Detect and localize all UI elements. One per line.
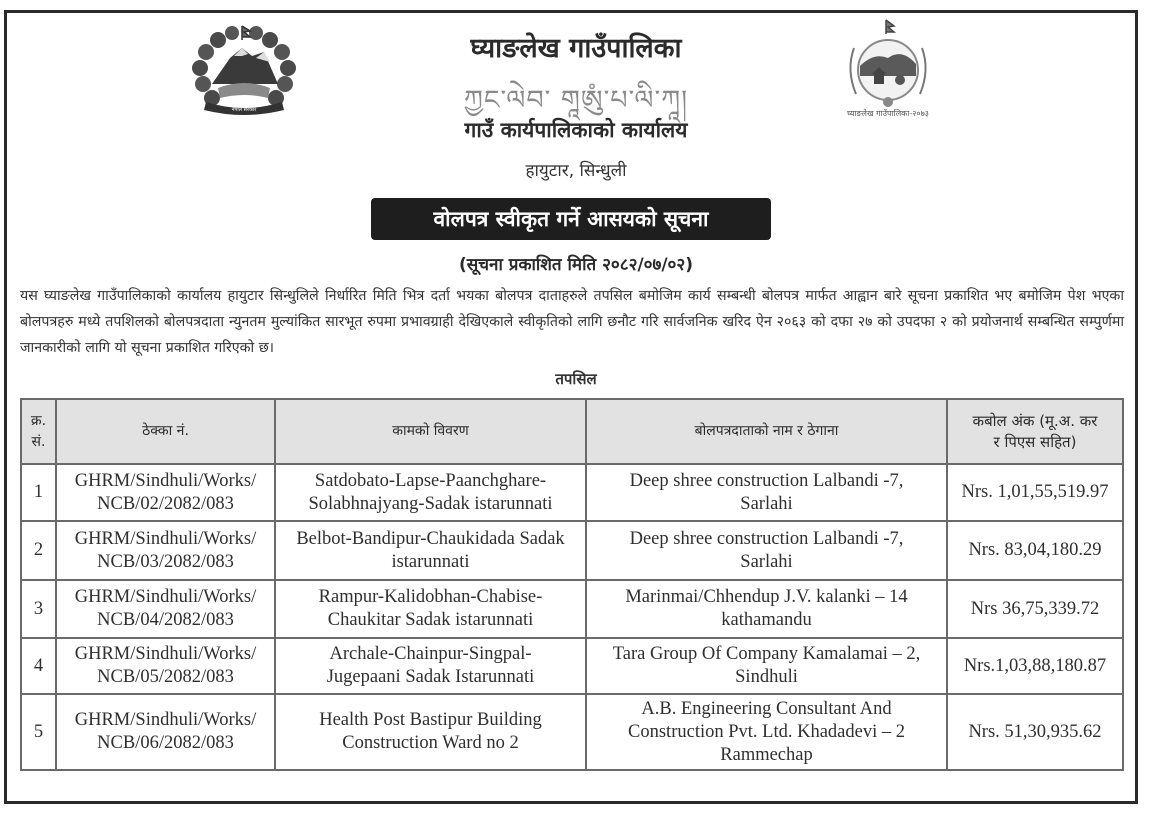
header-serial: क्र. सं. <box>21 399 56 464</box>
table-header-row <box>21 399 1123 464</box>
cell-contract-no: GHRM/Sindhuli/Works/ NCB/03/2082/083 <box>56 521 275 580</box>
cell-work-description: Archale-Chainpur-Singpal- Jugepaani Sadak Istarunnati <box>275 638 586 694</box>
office-address: हायुटार, सिन्धुली <box>525 161 627 181</box>
schedule-heading: तपसिल <box>555 370 597 388</box>
header-work-description: कामको विवरण <box>275 399 586 464</box>
cell-serial: 1 <box>21 464 56 521</box>
cell-bidder: Deep shree construction Lalbandi -7, Sarlahi <box>586 464 947 521</box>
municipality-name-tibetan: ཀྱང་ལེབ་ གཱཨུཾ་པ་ལི་ཀཱ། <box>463 85 689 116</box>
cell-amount: Nrs 36,75,339.72 <box>947 580 1123 638</box>
cell-contract-no: GHRM/Sindhuli/Works/ NCB/06/2082/083 <box>56 694 275 770</box>
svg-text:घ्याङलेख गाउँपालिका-२०७३: घ्याङलेख गाउँपालिका-२०७३ <box>847 109 929 118</box>
header-bidder: बोलपत्रदाताको नाम र ठेगाना <box>586 399 947 464</box>
cell-work-description: Belbot-Bandipur-Chaukidada Sadak istarunnati <box>275 521 586 580</box>
cell-work-description: Satdobato-Lapse-Paanchghare- Solabhnajyang-Sadak istarunnati <box>275 464 586 521</box>
notice-body: यस घ्याङलेख गाउँपालिकाको कार्यालय हायुटार सिन्धुलिले निर्धारित मिति भित्र दर्ता भयका बोलपत्र दाताहरुले तपसिल बमोजिम कार्य सम्बन्धी बोलपत्र मार्फत आह्वान बारे सूचना प्रकाशित भए बमोजिम पेश भएका बोलपत्रहरु मध्ये तपशिलको बोलपत्रदाता न्युनतम मुल्यांकित सारभूत रुपमा प्रभावग्राही देखिएकाले स्वीकृतिको लागि छनौट गरि सार्वजनिक खरिद ऐन २०६३ को दफा २७ को उपदफा २ को प्रयोजनार्थ सम्बन्धित सम्पुर्णमा जानकारीको लागि यो सूचना प्रकाशित गरिएको छ। <box>20 288 1124 356</box>
svg-text:नेपाल सरकार: नेपाल सरकार <box>231 107 257 113</box>
cell-amount: Nrs.1,03,88,180.87 <box>947 638 1123 694</box>
cell-work-description: Health Post Bastipur Building Construction Ward no 2 <box>275 694 586 770</box>
office-name: गाउँ कार्यपालिकाको कार्यालय <box>464 118 688 142</box>
cell-bidder: A.B. Engineering Consultant And Construction Pvt. Ltd. Khadadevi – 2 Rammechap <box>586 694 947 770</box>
cell-amount: Nrs. 83,04,180.29 <box>947 521 1123 580</box>
table-row <box>21 521 1123 580</box>
cell-amount: Nrs. 1,01,55,519.97 <box>947 464 1123 521</box>
cell-serial: 5 <box>21 694 56 770</box>
cell-amount: Nrs. 51,30,935.62 <box>947 694 1123 770</box>
header-amount: कबोल अंक (मू.अ. कर र पिएस सहित) <box>947 399 1123 464</box>
cell-contract-no: GHRM/Sindhuli/Works/ NCB/02/2082/083 <box>56 464 275 521</box>
cell-work-description: Rampur-Kalidobhan-Chabise- Chaukitar Sadak istarunnati <box>275 580 586 638</box>
cell-bidder: Deep shree construction Lalbandi -7, Sarlahi <box>586 521 947 580</box>
table-row <box>21 464 1123 521</box>
cell-contract-no: GHRM/Sindhuli/Works/ NCB/04/2082/083 <box>56 580 275 638</box>
cell-serial: 2 <box>21 521 56 580</box>
table-row <box>21 694 1123 770</box>
cell-serial: 3 <box>21 580 56 638</box>
awarded-bids-table <box>20 398 1124 771</box>
table-row <box>21 638 1123 694</box>
table-row <box>21 580 1123 638</box>
cell-contract-no: GHRM/Sindhuli/Works/ NCB/05/2082/083 <box>56 638 275 694</box>
publication-date: (सूचना प्रकाशित मिति २०८२/०७/०२) <box>458 255 693 275</box>
header-contract-no: ठेक्का नं. <box>56 399 275 464</box>
notice-title: वोलपत्र स्वीकृत गर्ने आसयको सूचना <box>371 198 771 240</box>
cell-serial: 4 <box>21 638 56 694</box>
cell-bidder: Marinmai/Chhendup J.V. kalanki – 14 kathamandu <box>586 580 947 638</box>
cell-bidder: Tara Group Of Company Kamalamai – 2, Sindhuli <box>586 638 947 694</box>
municipality-name: घ्याङलेख गाउँपालिका <box>470 33 682 64</box>
